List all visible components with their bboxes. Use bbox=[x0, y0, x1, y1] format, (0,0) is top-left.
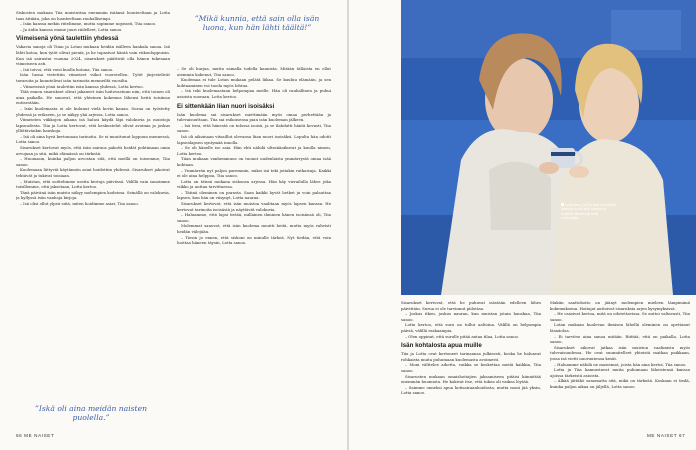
section-heading: Viimeisenä yönä taulettiin yhdessä bbox=[16, 35, 119, 43]
left-column-2 bbox=[177, 66, 331, 428]
paragraph: Kuolemaan liittyvät käytännön asiat hoidettiin yhdessä. Sisarukset jakoivat tehtävät ja tukivat toisiaan. bbox=[16, 167, 170, 179]
paragraph: Isän luona vietettiin viimeiset viikot vuorotellen. Tytöt järjestelivät tavaroita ja kuuntelivat isän tarinoita menneiltä vuosilta. bbox=[16, 72, 170, 83]
paragraph: Vakavia sanoja oli Tiian ja Lotan mukaan heidän isälleen hankala sanoa. Isä lähti kotoa, kun tytöt olivat pieniä, ja he tapasivat häntä vain viikonloppuisin. Kun isä sairastui vuonna 2024, sisarukset päättivät olla hänen tukenaan viimeiseen asti. bbox=[16, 44, 170, 67]
paragraph: – Isä oli aina hyvä kertomaan tarinoita. Se ei muuttunut loppuun mennessä, Lotta sanoo. bbox=[16, 133, 170, 145]
paragraph: Makiin saattohoito on jäänyt molempien mieleen lämpimänä kokemuksena. Hoitajat auttoivat sisaruksia arjen kysymyksissä. bbox=[550, 300, 690, 311]
pullquote-bottom: ”Iskä oli aina meidän naisten puolella.” bbox=[35, 404, 147, 423]
paragraph: – Saimme onneksi apua kotisairaanhoidosta, mutta moni jää yksin, Lotta sanoo. bbox=[401, 384, 541, 396]
paragraph: Sisarukset kertovat, että isän muistoa vaalitaan myös lapsen kanssa. He kertovat tarinoita isoisästä ja näyttävät valokuvia. bbox=[177, 201, 331, 212]
paragraph: – Se oli hurjaa, mutta samalla todella kaunista. Mitään tällaista en ollut aiemmin kokenut, Tiia sanoo. bbox=[177, 66, 331, 77]
paragraph: Lotta ja Tiia kannustavat muita puhumaan läheistensä kanssa ajoissa tärkeistä asioista. bbox=[550, 367, 690, 378]
paragraph: – Huomasin, kuinka paljon arvostan sitä, että meillä on toisemme, Tiia sanoo. bbox=[16, 156, 170, 167]
paragraph: Isän kuolema sai sisarukset miettimään myös omaa perhettään ja tulevaisuuttaan. Tiia sai esikoisensa pian isän kuoleman jälkeen. bbox=[177, 111, 331, 123]
paragraph: Isä oli aikoinaan vitsaillut olevansa liian nuori isoisäksi. Lopulta hän odotti lapsenlapsen syntymää innolla. bbox=[177, 133, 331, 145]
paragraph: – Tiesin jo ennen, että siskoni on minulle tärkeä. Nyt tiedän, että voin luottaa häneen täysin, Lotta sanoo. bbox=[177, 234, 331, 246]
right-column-1 bbox=[401, 300, 541, 432]
paragraph: Lotan mukaan kuolevan ihmisen lähellä oleminen on opettanut läsnäoloa. bbox=[550, 322, 690, 333]
paragraph: Kuolemaa ei tule Lotan mukaan pelätä liikaa. Se kuuluu elämään, ja sen kohtaaminen voi tuoda myös lohtua. bbox=[177, 77, 331, 88]
paragraph: – He osasivat kertoa, mitä on odotettavissa. Se auttoi valtavasti, Tiia sanoo. bbox=[550, 311, 690, 322]
paragraph: Tänä päivänä isän muisto näkyy molempien kodeissa. Seinällä on valokuvia, ja hyllyssä isän vanhoja kirjoja. bbox=[16, 189, 170, 201]
paragraph: – Joskus itken, joskus nauran, kun muistan jotain hauskaa, Tiia sanoo. bbox=[401, 311, 541, 322]
page-number-right: ME NAISET 67 bbox=[647, 433, 686, 438]
paragraph: Lotta on tätinä mukana siskonsa arjessa. Hän käy vierailulla lähes joka viikko ja auttaa tarvittaessa. bbox=[177, 178, 331, 190]
right-column-2 bbox=[550, 300, 690, 432]
paragraph: Tiian mukaan vanhemmuus on tuonut uudenlaista ymmärrystä omaa isää kohtaan. bbox=[177, 156, 331, 167]
paragraph: Viimeisten viikkojen aikana isä halusi käydä läpi valokuvia ja muistoja lapsuudesta. Tiia ja Lotta kertovat, että keskustelut olivat avoimia ja joskus yllättävänkin hauskoja. bbox=[16, 117, 170, 134]
section-heading: Isän kohtalosta apua muille bbox=[401, 342, 482, 350]
paragraph: Tätä ennen sisarukset olivat jakaneet isän hoitovastuun niin, että toinen oli aina paikalla. He sanovat, että yhteinen kokemus lähensi heitä toisiinsa entisestään. bbox=[16, 89, 170, 106]
paragraph: – Muistan, että soittelimme useita kertoja päivässä. Välillä vain sanoimme toisillemme, että jaksetaan, Lotta kertoo. bbox=[16, 178, 170, 190]
paragraph: – Viimeisenä yönä taulettiin isän kanssa yhdessä, Lotta kertoo. bbox=[20, 83, 144, 89]
paragraph: Sisarukset kertovat, että he puhuvat isästään edelleen lähes päivittäin. Surua ei ole tarvinnut piilottaa. bbox=[401, 300, 541, 311]
paragraph: Molemmat sanovat, että isän kuolema muutti heitä, mutta myös vahvisti heidän välejään. bbox=[177, 223, 331, 235]
paragraph: Siskosten mukaan Tiia muistuttaa enemmän isäänsä luonteeltaan ja Lotta taas äitiään, joka on luonteeltaan rauhallisempi. bbox=[16, 10, 170, 21]
paragraph: – Isä teki kuolemastaan helpompaa meille. Hän oli rauhallinen ja puhui asioista suoraan, Lotta kertoo. bbox=[177, 88, 331, 99]
paragraph: – Isä tiesi, että hänestä on tulossa isoisä, ja se ilahdutti häntä kovasti, Tiia sanoo. bbox=[177, 122, 331, 134]
right-page bbox=[349, 0, 696, 450]
paragraph: – Ja äidin kanssa emme juuri riidelleet, Lotta sanoo. bbox=[20, 26, 123, 32]
pullquote-top: ”Mikä kunnia, että sain olla isän luona, kun hän lähti täältä!” bbox=[194, 14, 320, 33]
paragraph: – Isän kanssa mekin riitelimme, mutta sopimme nopeasti, Tiia sanoo. bbox=[20, 21, 157, 27]
paragraph: Tiia ja Lotta ovat kertoneet tarinaansa julkisesti, koska he haluavat rohkaista muita puhumaan kuolemasta avoimesti. bbox=[401, 351, 541, 362]
photo-caption bbox=[561, 203, 616, 221]
paragraph: – Se oli hänelle iso asia. Hän ehti nähdä ultraäänikuvat ja kuulla nimen, Lotta kertoo. bbox=[177, 145, 331, 156]
paragraph: Sisarukset kertovat myös, että isän sairaus pakotti heidät pohtimaan omia arvojaan ja sitä, mikä elämässä on tärkeää. bbox=[16, 145, 170, 156]
left-column-1 bbox=[16, 10, 170, 428]
paragraph: Lotta kertoo, että suru on tullut aaltoina. Välillä on helpompia päiviä, välillä raskaampia. bbox=[401, 322, 541, 333]
paragraph: – Tätinä oleminen on parasta. Saan kaikki hyvät hetket ja voin palauttaa lapsen, kun hän on väsynyt, Lotta nauraa. bbox=[177, 189, 331, 201]
paragraph: – Ymmärrän nyt paljon paremmin, miksi isä teki joitakin ratkaisuja. Kaikki ei ole aina helppoa, Tiia sanoo. bbox=[177, 167, 331, 179]
paragraph: Sisarukset aikovat jatkaa isän muiston vaalimista myös tulevaisuudessa. He ovat suunnitelleet yhteistä matkaa paikkaan, jossa isä vietti nuoruutensa kesät. bbox=[550, 344, 690, 361]
paragraph: – Isä olisi ollut ylpeä siitä, miten hoidimme asiat, Tiia sanoo. bbox=[20, 201, 139, 206]
paragraph: – Isän kuolemasta ei ole kulunut vielä kovin kauan. Surua on työstetty yhdessä ja erikseen, ja se näkyy yhä arjessa, Lotta sanoo. bbox=[16, 105, 170, 117]
paragraph: – Moni välttelee aihetta, vaikka se koskettaa meitä kaikkia, Tiia sanoo. bbox=[401, 362, 541, 373]
section-heading: Ei sittenkään liian nuori isoisäksi bbox=[177, 102, 275, 110]
paragraph: – Haluamme nähdä ne maisemat, joista hän aina kertoi, Tiia sanoo. bbox=[554, 361, 687, 367]
caption-text: Lotta (vas.) ja Tiia ovat aina olleet läheisiä, mutta isän sairaus ja kuolema lähensivät heitä entisestään. bbox=[561, 203, 616, 221]
paragraph: – Olen oppinut, että surulle pitää antaa tilaa, Lotta sanoo. bbox=[405, 333, 520, 339]
page-number-left: 66 ME NAISET bbox=[16, 433, 55, 438]
sisters-photo bbox=[401, 0, 696, 295]
paragraph: Sisarusten mukaan omaishoitajien jaksamiseen pitäisi kiinnittää enemmän huomiota. He kokivat itse, että tukea oli vaikea löytää. bbox=[401, 373, 541, 385]
paragraph: – Ei tarvitse aina sanoa mitään. Riittää, että on paikalla, Lotta sanoo. bbox=[550, 333, 690, 345]
paragraph: – Haluamme, että lapsi tietää, millainen ihminen hänen isoisänsä oli, Tiia sanoo. bbox=[177, 212, 331, 223]
left-page bbox=[0, 0, 347, 450]
paragraph: – Älkää jättäkö sanomatta sitä, mikä on tärkeää. Koskaan ei tiedä, kuinka paljon aikaa on jäljellä, Lotta sanoo. bbox=[550, 378, 690, 389]
paragraph: – Isä toivoi, että voisi kuolla kotona, Tiia sanoo. bbox=[20, 66, 114, 72]
caption-square-icon bbox=[561, 203, 564, 206]
